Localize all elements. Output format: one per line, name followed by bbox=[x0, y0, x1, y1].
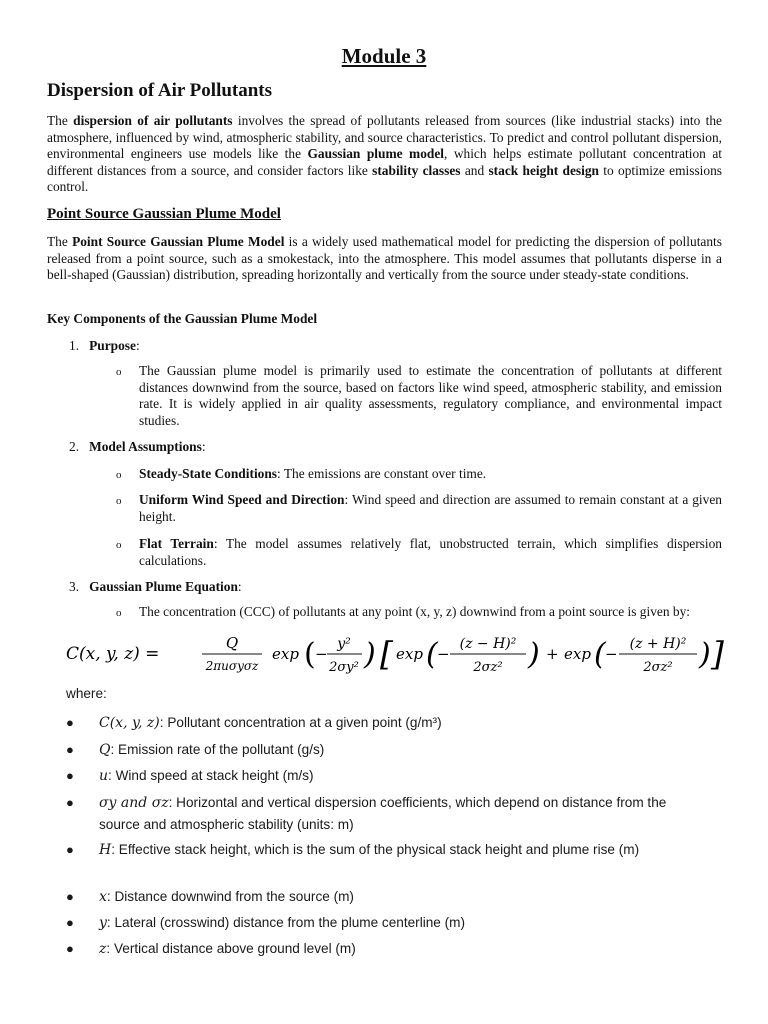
bullet-dot: ● bbox=[66, 742, 74, 757]
frac4-numerator: (z + H)² bbox=[629, 636, 687, 652]
bracket-close: ] bbox=[711, 634, 724, 673]
list-bullet: o bbox=[116, 469, 122, 481]
key-components-heading: Key Components of the Gaussian Plume Model bbox=[47, 311, 318, 326]
frac3-denominator: 2σz² bbox=[473, 660, 503, 675]
list-item-assumptions: 2. Model Assumptions: bbox=[69, 439, 206, 454]
frac2-denominator: 2σy² bbox=[329, 660, 359, 675]
subheading: Point Source Gaussian Plume Model bbox=[47, 206, 281, 222]
bullet-dot: ● bbox=[66, 795, 74, 810]
list-item-purpose: 1. Purpose: bbox=[69, 338, 140, 353]
bracket-open: [ bbox=[380, 634, 393, 673]
list-bullet: o bbox=[116, 495, 122, 507]
frac4-denominator: 2σz² bbox=[643, 660, 673, 675]
equation-svg bbox=[66, 624, 726, 684]
plus-sign: + bbox=[546, 645, 559, 663]
intro-paragraph: The dispersion of air pollutants involves the spread of pollutants released from sources (like industrial stacks) into the atmosphere, influenced by wind, atmospheric stability, and source characteristics. To predict and control pollutant dispersion, environmental engineers use models like the Gaussian plume model, which helps estimate pollutant concentration at different distances from a source, and consider factors like stability classes and stack height design to optimize emissions control. bbox=[47, 113, 723, 194]
paren-close: ) bbox=[364, 637, 376, 672]
exp-3: exp bbox=[564, 645, 591, 663]
bullet-dot: ● bbox=[66, 889, 74, 904]
list-item-equation: 3. Gaussian Plume Equation: bbox=[69, 579, 242, 594]
model-paragraph: The Point Source Gaussian Plume Model is a widely used mathematical model for predicting the dispersion of pollutants released from a point source, such as a smokestack, into the atmosphere. This model assumes that pollutants disperse in a bell-shaped (Gaussian) distribution, spreading horizontally and vertically from the source under steady-state conditions. bbox=[47, 234, 722, 282]
minus-sign: − bbox=[605, 645, 618, 663]
list-bullet: o bbox=[116, 539, 122, 551]
assumption-flat-terrain: Flat Terrain: The model assumes relatively flat, unobstructed terrain, which simplifies dispersion calculations. bbox=[139, 536, 722, 568]
frac1-denominator: 2πuσyσz bbox=[205, 659, 259, 673]
bullet-dot: ● bbox=[66, 915, 74, 930]
paren-open: ( bbox=[594, 637, 606, 672]
bullet-dot: ● bbox=[66, 715, 74, 730]
paren-close: ) bbox=[528, 637, 540, 672]
list-bullet: o bbox=[116, 366, 122, 378]
bullet-dot: ● bbox=[66, 842, 74, 857]
frac1-numerator: Q bbox=[225, 634, 239, 652]
assumption-steady-state: Steady-State Conditions: The emissions are constant over time. bbox=[139, 466, 487, 481]
paren-close: ) bbox=[699, 637, 711, 672]
list-bullet: o bbox=[116, 607, 122, 619]
paren-open: ( bbox=[426, 637, 438, 672]
bullet-dot: ● bbox=[66, 768, 74, 783]
frac3-numerator: (z − H)² bbox=[459, 636, 517, 652]
document-page: Module 3 Dispersion of Air Pollutants The dispersion of air pollutants involves the spread of pollutants released from sources (like industrial stacks) into the atmosphere, influenced by wind, atmospheric stability, and source characteristics. To predict and control pollutant dispersion, environmental engineers use models like the Gaussian plume model, which helps estimate pollutant concentration at different distances from a source, and consider factors like stability classes and stack height design to optimize emissions control. Point Source Gaussian Plume Model The Point Source Gaussian Plume Model is a widely used mathematical model for predicting the dispersion of pollutants released from a point source, such as a smokestack, into the atmosphere. This model assumes that pollutants disperse in a bell-shaped (Gaussian) distribution, spreading horizontally and vertically from the source under steady-state conditions. Key Components of the Gaussian Plume Model 1. Purpose: o The Gaussian plume model is primarily used to estimate the concentration of pollutants at different distances downwind from the source, based on factors like wind speed, atmospheric stability, and emission rate. It is widely applied in air quality assessments, regulatory compliance, and environmental impact studies. 2. Model Assumptions: o Steady-State Conditions: The emissions are constant over time. o Uniform Wind Speed and Direction: Wind speed and direction are assumed to remain constant at a given height. o Flat Terrain: The model assumes relatively flat, unobstructed terrain, which simplifies dispersion calculations. 3. Gaussian Plume Equation: o The concentration (CCC) of pollutants at any point (x, y, z) downwind from a point source is given by: C(x, y, z) = Q 2πuσyσz exp ( − y² 2σy² ) [ exp ( − (z − H)² 2σz² ) + exp ( − (z + H)² 2σz² ) ] where: ● C(x, y, z): Pollutant concentration at a given point (g/m³) ● Q: Emission rate of the pollutant (g/s) ● u: Wind speed at stack height (m/s) ● σy and σz: Horizontal and vertical dispersion coefficients, which depend on distance from the source and atmospheric stability (units: m) ● H: Effective stack height, which is the sum of the physical stack height and plume rise (m) ● x: Distance downwind from the source (m) ● y: Lateral (crosswind) distance from the plume centerline (m) ● z: Vertical distance above ground level (m) bbox=[0, 0, 768, 1024]
gaussian-plume-equation bbox=[66, 624, 726, 684]
module-title: Module 3 bbox=[341, 44, 427, 68]
frac2-numerator: y² bbox=[337, 636, 351, 652]
paren-open: ( bbox=[304, 637, 316, 672]
where-label: where: bbox=[66, 686, 107, 701]
purpose-text: The Gaussian plume model is primarily used to estimate the concentration of pollutants at different distances downwind from the source, based on factors like wind speed, atmospheric stability, and emission rate. It is widely applied in air quality assessments, regulatory compliance, and environmental impact studies. bbox=[139, 363, 722, 428]
exp-1: exp bbox=[272, 645, 299, 663]
section-title: Dispersion of Air Pollutants bbox=[47, 80, 273, 101]
minus-sign: − bbox=[315, 645, 328, 663]
minus-sign: − bbox=[437, 645, 450, 663]
equation-intro: The concentration (CCC) of pollutants at any point (x, y, z) downwind from a point source is given by: bbox=[139, 604, 691, 619]
exp-2: exp bbox=[396, 645, 423, 663]
assumption-uniform-wind: Uniform Wind Speed and Direction: Wind speed and direction are assumed to remain constant at a given height. bbox=[139, 492, 722, 524]
bullet-dot: ● bbox=[66, 941, 74, 956]
equation-lhs: C(x, y, z) = bbox=[66, 644, 160, 664]
